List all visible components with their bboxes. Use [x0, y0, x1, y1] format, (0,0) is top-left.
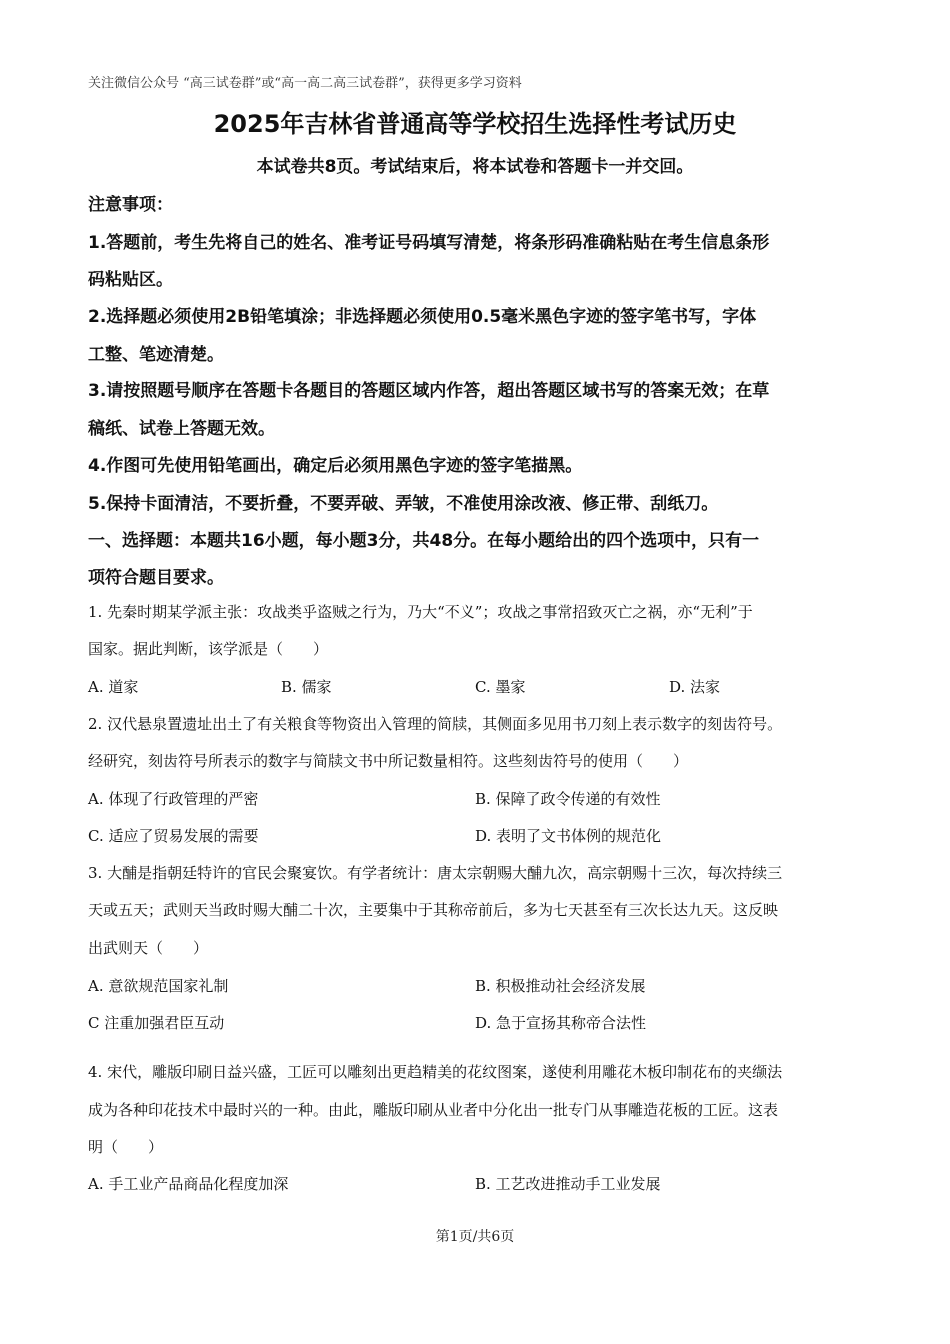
question-4-line3: 明（ ）: [88, 1138, 164, 1156]
notice-item-3-line2: 稿纸、试卷上答题无效。: [88, 419, 275, 439]
section-heading-line2: 项符合题目要求。: [88, 568, 224, 588]
notice-item-2-line1: 2.选择题必须使用2B铅笔填涂；非选择题必须使用0.5毫米黑色字迹的签字笔书写，字体: [88, 307, 757, 327]
question-4-line1: 4. 宋代，雕版印刷日益兴盛，工匠可以雕刻出更趋精美的花纹图案，遂使利用雕花木板印制花布的夹缬法: [88, 1063, 783, 1081]
question-2-line2: 经研究，刻齿符号所表示的数字与简牍文书中所记数量相符。这些刻齿符号的使用（ ）: [88, 752, 689, 770]
question-1-option-d[interactable]: D. 法家: [669, 678, 721, 696]
notice-item-4: 4.作图可先使用铅笔画出，确定后必须用黑色字迹的签字笔描黑。: [88, 456, 583, 476]
question-2-option-d[interactable]: D. 表明了文书体例的规范化: [475, 827, 662, 845]
exam-title: 2025年吉林省普通高等学校招生选择性考试历史: [213, 110, 737, 138]
question-4-line2: 成为各种印花技术中最时兴的一种。由此，雕版印刷从业者中分化出一批专门从事雕造花板的工匠。这表: [88, 1101, 779, 1119]
question-1-option-a[interactable]: A. 道家: [88, 678, 139, 696]
notice-item-5: 5.保持卡面清洁，不要折叠，不要弄破、弄皱，不准使用涂改液、修正带、刮纸刀。: [88, 494, 719, 514]
notice-item-3-line1: 3.请按照题号顺序在答题卡各题目的答题区域内作答，超出答题区域书写的答案无效；在草: [88, 381, 770, 401]
question-3-option-b[interactable]: B. 积极推动社会经济发展: [475, 977, 646, 995]
page-number: 第1页/共6页: [435, 1229, 515, 1245]
question-2-option-c[interactable]: C. 适应了贸易发展的需要: [88, 827, 259, 845]
question-2-option-b[interactable]: B. 保障了政令传递的有效性: [475, 790, 661, 808]
notice-item-1-line2: 码粘贴区。: [88, 270, 173, 290]
question-4-option-b[interactable]: B. 工艺改进推动手工业发展: [475, 1175, 661, 1193]
notice-item-1-line1: 1.答题前，考生先将自己的姓名、准考证号码填写清楚，将条形码准确粘贴在考生信息条形: [88, 233, 770, 253]
question-1-option-b[interactable]: B. 儒家: [281, 678, 332, 696]
question-3-option-a[interactable]: A. 意欲规范国家礼制: [88, 977, 229, 995]
question-3-line1: 3. 大酺是指朝廷特许的官民会聚宴饮。有学者统计：唐太宗朝赐大酺九次，高宗朝赐十三次，每次持续三: [88, 864, 783, 882]
question-1-line1: 1. 先秦时期某学派主张：攻战类乎盗贼之行为，乃大“不义”；攻战之事常招致灭亡之祸，亦“无利”于: [88, 603, 753, 621]
question-3-option-c[interactable]: C 注重加强君臣互动: [88, 1014, 225, 1032]
question-4-option-a[interactable]: A. 手工业产品商品化程度加深: [88, 1175, 289, 1193]
exam-subtitle: 本试卷共8页。考试结束后，将本试卷和答题卡一并交回。: [256, 157, 694, 177]
question-2-line1: 2. 汉代悬泉置遗址出土了有关粮食等物资出入管理的简牍，其侧面多见用书刀刻上表示数字的刻齿符号。: [88, 715, 783, 733]
section-heading-line1: 一、选择题：本题共16小题，每小题3分，共48分。在每小题给出的四个选项中，只有一: [88, 531, 760, 551]
notice-item-2-line2: 工整、笔迹清楚。: [88, 345, 224, 365]
question-1-line2: 国家。据此判断，该学派是（ ）: [88, 640, 329, 658]
question-2-option-a[interactable]: A. 体现了行政管理的严密: [88, 790, 259, 808]
notice-heading: 注意事项：: [88, 195, 173, 215]
top-note: 关注微信公众号 “高三试卷群”或“高一高二高三试卷群”，获得更多学习资料: [88, 76, 522, 91]
question-3-option-d[interactable]: D. 急于宣扬其称帝合法性: [475, 1014, 647, 1032]
question-1-option-c[interactable]: C. 墨家: [475, 678, 526, 696]
question-3-line3: 出武则天（ ）: [88, 939, 209, 957]
question-3-line2: 天或五天；武则天当政时赐大酺二十次，主要集中于其称帝前后，多为七天甚至有三次长达九天。这反映: [88, 901, 779, 919]
